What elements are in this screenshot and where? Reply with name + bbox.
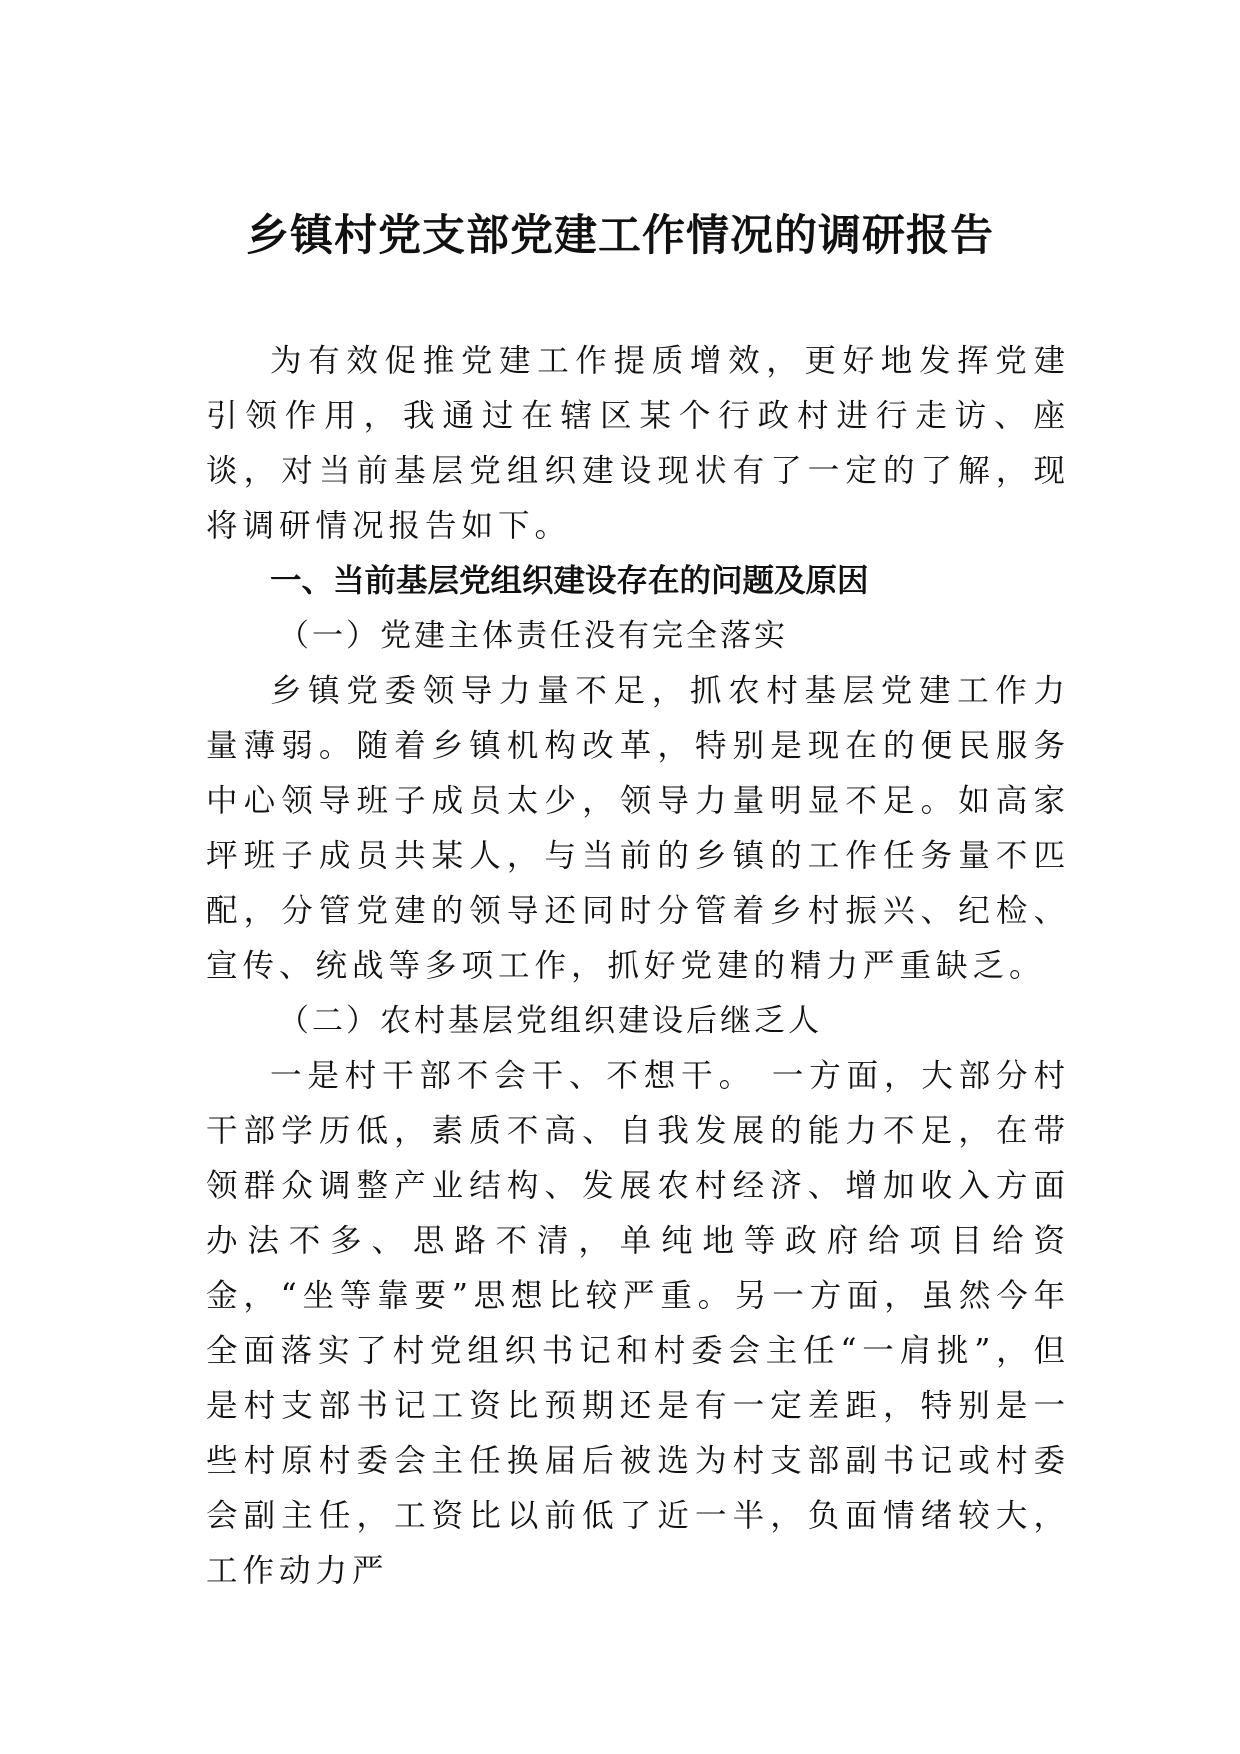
- document-body: [206, 334, 1070, 1599]
- subsection-heading-2: （二）农村基层党组织建设后继乏人: [278, 1003, 822, 1039]
- body-paragraph-1: 乡镇党委领导力量不足，抓农村基层党建工作力量薄弱。随着乡镇机构改革，特别是现在的便民服务中心领导班子成员太少，领导力量明显不足。如高家坪班子成员共某人，与当前的乡镇的工作任务量不匹配，分管党建的领导还同时分管着乡村振兴、纪检、宣传、统战等多项工作，抓好党建的精力严重缺乏。: [206, 673, 1070, 984]
- subsection-heading-1: （一）党建主体责任没有完全落实: [278, 618, 788, 654]
- body-paragraph-2: 一是村干部不会干、不想干。 一方面，大部分村干部学历低，素质不高、自我发展的能力不足，在带领群众调整产业结构、发展农村经济、增加收入方面办法不多、思路不清，单纯地等政府给项目给资金，“坐等靠要”思想比较严重。另一方面，虽然今年全面落实了村党组织书记和村委会主任“一肩挑”，但是村支部书记工资比预期还是有一定差距，特别是一些村原村委会主任换届后被选为村支部副书记或村委会副主任，工资比以前低了近一半，负面情绪较大，工作动力严: [206, 1058, 1070, 1589]
- section-heading-1: 一、当前基层党组织建设存在的问题及原因: [270, 563, 869, 599]
- document-title: 乡镇村党支部党建工作情况的调研报告: [246, 211, 994, 261]
- intro-paragraph: 为有效促推党建工作提质增效，更好地发挥党建引领作用，我通过在辖区某个行政村进行走访、座谈，对当前基层党组织建设现状有了一定的了解，现将调研情况报告如下。: [206, 343, 1070, 544]
